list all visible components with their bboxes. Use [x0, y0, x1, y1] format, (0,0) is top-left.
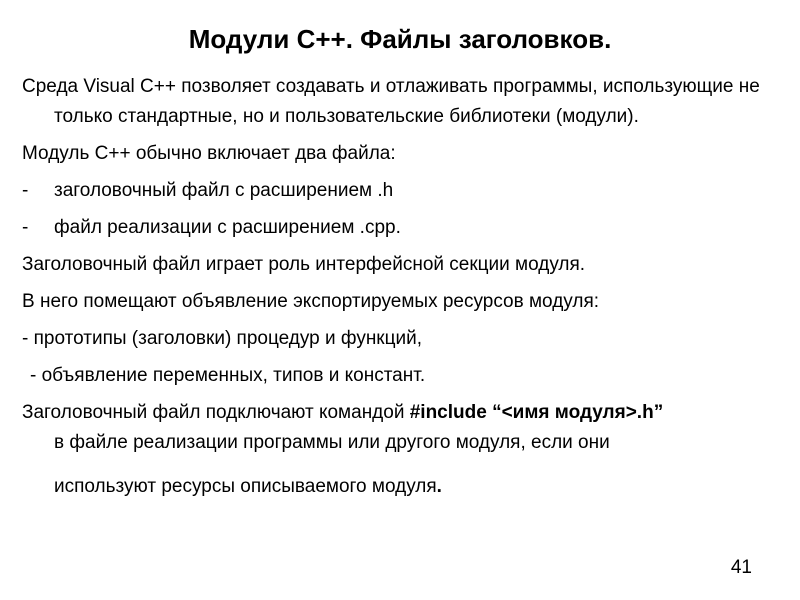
- declarations-line: - объявление переменных, типов и констант.: [30, 365, 426, 386]
- exports-paragraph: В него помещают объявление экспортируемых ресурсов модуля:: [22, 291, 600, 312]
- header-role-paragraph: Заголовочный файл играет роль интерфейсной секции модуля.: [22, 254, 586, 275]
- include-third-text: используют ресурсы описываемого модуля: [54, 476, 437, 497]
- dash-bullet: -: [22, 217, 29, 238]
- prototypes-line: - прототипы (заголовки) процедур и функций,: [22, 328, 423, 349]
- include-intro-text: Заголовочный файл подключают командой: [22, 402, 410, 423]
- list-item: [22, 213, 782, 243]
- list-item: [22, 176, 782, 206]
- module-files-paragraph: Модуль С++ обычно включает два файла:: [22, 143, 396, 164]
- include-end-mark: .: [436, 476, 442, 497]
- list-item-text: файл реализации с расширением .cpp.: [54, 217, 401, 238]
- include-directive: #include “<имя модуля>.h”: [409, 402, 664, 423]
- dash-bullet: -: [22, 180, 29, 201]
- list-item-text: заголовочный файл с расширением .h: [54, 180, 394, 201]
- intro-paragraph: Среда Visual С++ позволяет создавать и отлаживать программы, использующие не только стандартные, но и пользовательские библиотеки (модули).: [22, 76, 760, 127]
- include-paragraph: [22, 398, 782, 502]
- include-second-line: в файле реализации программы или другого модуля, если они: [54, 432, 610, 453]
- include-first-line: [22, 398, 782, 428]
- slide-body: [22, 72, 782, 502]
- page-number: 41: [730, 557, 752, 578]
- include-third-line: [54, 472, 782, 502]
- slide-title: Модули С++. Файлы заголовков.: [188, 24, 612, 54]
